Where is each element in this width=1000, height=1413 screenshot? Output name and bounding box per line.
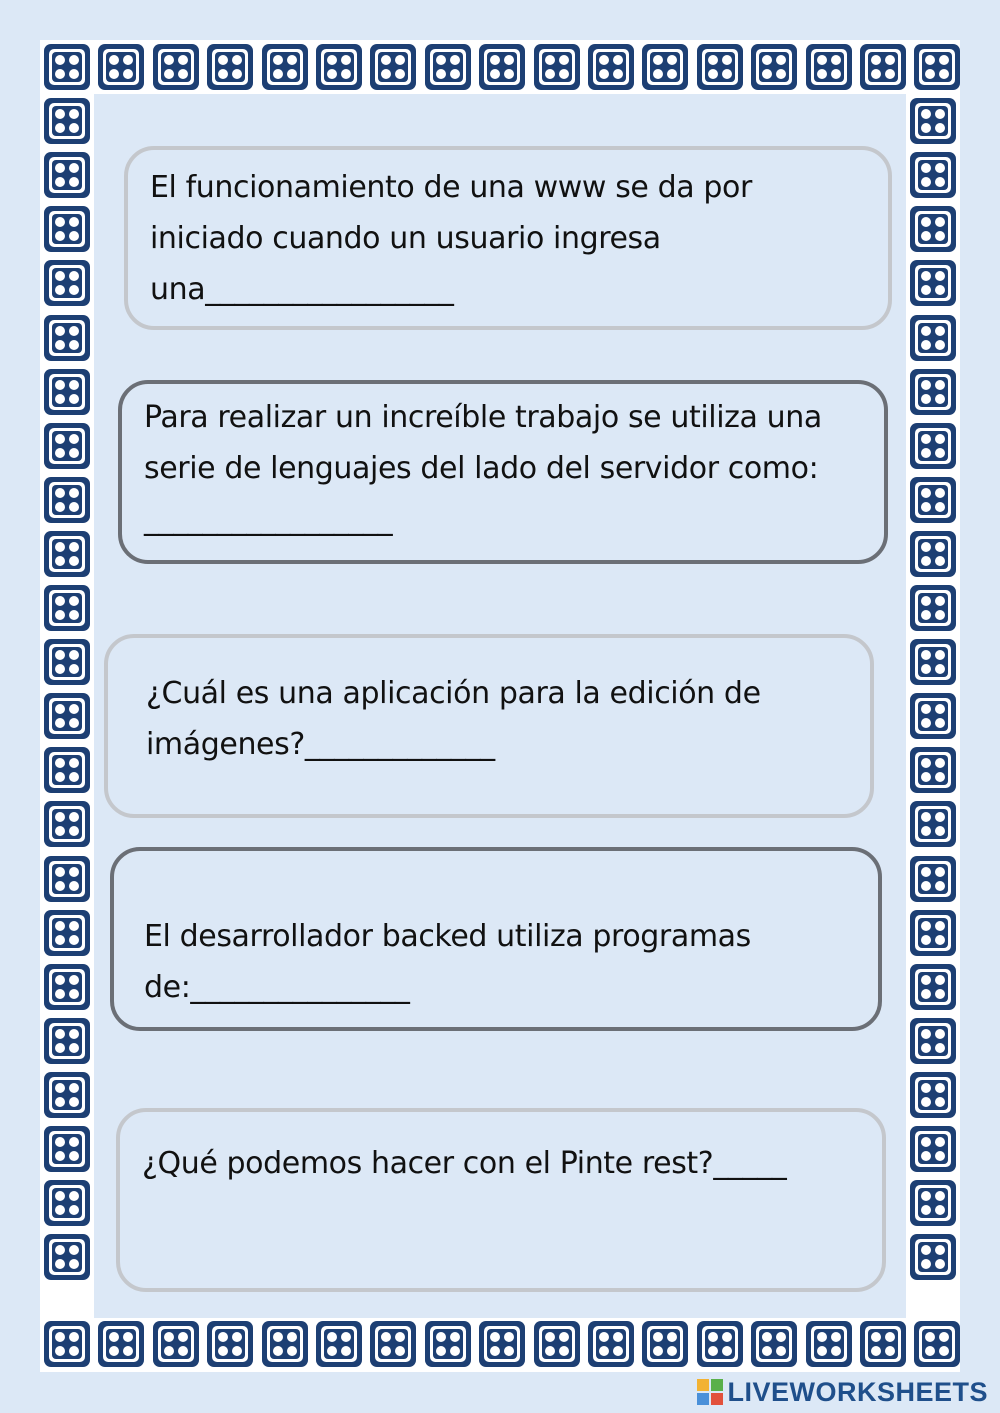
border-tile-icon: [43, 746, 91, 794]
border-tile-icon: [206, 43, 254, 91]
question-label: ¿Cuál es una aplicación para la edición de imágenes?: [146, 676, 761, 762]
border-tile-icon: [909, 205, 957, 253]
border-tile-icon: [909, 368, 957, 416]
border-tile-icon: [533, 1320, 581, 1368]
border-tile-icon: [641, 1320, 689, 1368]
border-tile-icon: [696, 43, 744, 91]
border-tile-icon: [43, 800, 91, 848]
border-tile-icon: [909, 1125, 957, 1173]
question-text: [144, 392, 862, 545]
border-tile-icon: [43, 422, 91, 470]
liveworksheets-logo[interactable]: [697, 1375, 988, 1409]
border-tile-icon: [43, 1179, 91, 1227]
border-tile-icon: [43, 205, 91, 253]
border-tile-icon: [43, 1125, 91, 1173]
border-tile-icon: [43, 97, 91, 145]
border-tile-icon: [859, 43, 907, 91]
border-tile-icon: [909, 1017, 957, 1065]
question-text: [142, 1138, 860, 1189]
border-tile-icon: [43, 1233, 91, 1281]
border-tile-icon: [43, 963, 91, 1011]
border-tile-icon: [909, 422, 957, 470]
border-tile-icon: [424, 43, 472, 91]
border-tile-icon: [43, 1320, 91, 1368]
question-label: ¿Qué podemos hacer con el Pinte rest?: [142, 1146, 714, 1181]
border-tile-icon: [369, 43, 417, 91]
border-tile-icon: [43, 530, 91, 578]
border-tile-icon: [909, 259, 957, 307]
border-tile-icon: [424, 1320, 472, 1368]
question-label: El desarrollador backed utiliza programas de:: [144, 919, 751, 1005]
border-tile-icon: [913, 1320, 961, 1368]
border-tile-icon: [909, 855, 957, 903]
question-box-2: [118, 380, 888, 564]
question-box-3: [104, 634, 874, 818]
border-tile-icon: [43, 314, 91, 362]
border-tile-icon: [805, 1320, 853, 1368]
border-tile-icon: [43, 909, 91, 957]
border-tile-icon: [909, 97, 957, 145]
border-tile-icon: [43, 476, 91, 524]
answer-blank[interactable]: _______________: [190, 970, 410, 1005]
border-tile-icon: [909, 1179, 957, 1227]
border-tile-icon: [43, 692, 91, 740]
question-text: [144, 911, 856, 1013]
answer-blank[interactable]: _________________: [144, 502, 393, 537]
border-tile-icon: [750, 43, 798, 91]
border-tile-icon: [43, 259, 91, 307]
border-tile-icon: [43, 1071, 91, 1119]
border-tile-icon: [909, 1071, 957, 1119]
border-tile-icon: [909, 584, 957, 632]
answer-blank[interactable]: _____: [713, 1146, 787, 1181]
question-text: [150, 162, 866, 315]
border-tile-icon: [909, 1233, 957, 1281]
border-tile-icon: [909, 800, 957, 848]
border-tile-icon: [909, 909, 957, 957]
liveworksheets-logo-icon: [697, 1379, 723, 1405]
border-tile-icon: [909, 476, 957, 524]
question-label: Para realizar un increíble trabajo se utiliza una serie de lenguajes del lado del servidor como:: [144, 400, 822, 486]
question-box-1: [124, 146, 892, 330]
border-tile-icon: [261, 43, 309, 91]
border-tile-icon: [43, 1017, 91, 1065]
border-tile-icon: [97, 1320, 145, 1368]
border-tile-icon: [859, 1320, 907, 1368]
border-tile-icon: [478, 1320, 526, 1368]
border-tile-icon: [315, 43, 363, 91]
border-tile-icon: [587, 1320, 635, 1368]
border-tile-icon: [43, 855, 91, 903]
answer-blank[interactable]: _________________: [205, 272, 454, 307]
border-tile-icon: [909, 151, 957, 199]
border-tile-icon: [533, 43, 581, 91]
border-tile-icon: [206, 1320, 254, 1368]
border-tile-icon: [43, 584, 91, 632]
border-tile-icon: [43, 43, 91, 91]
border-tile-icon: [909, 638, 957, 686]
border-tile-icon: [909, 314, 957, 362]
border-tile-icon: [909, 746, 957, 794]
border-tile-icon: [43, 151, 91, 199]
border-tile-icon: [750, 1320, 798, 1368]
border-tile-icon: [261, 1320, 309, 1368]
question-label: El funcionamiento de una www se da por iniciado cuando un usuario ingresa una: [150, 170, 752, 307]
question-box-5: [116, 1108, 886, 1292]
answer-blank[interactable]: _____________: [304, 727, 495, 762]
border-tile-icon: [152, 1320, 200, 1368]
border-tile-icon: [43, 638, 91, 686]
border-tile-icon: [478, 43, 526, 91]
liveworksheets-logo-text: LIVEWORKSHEETS: [727, 1376, 988, 1407]
border-tile-icon: [909, 530, 957, 578]
question-text: [146, 668, 848, 770]
border-tile-icon: [641, 43, 689, 91]
question-box-4: [110, 847, 882, 1031]
border-tile-icon: [913, 43, 961, 91]
border-tile-icon: [909, 963, 957, 1011]
border-tile-icon: [909, 692, 957, 740]
border-tile-icon: [152, 43, 200, 91]
border-tile-icon: [369, 1320, 417, 1368]
border-tile-icon: [696, 1320, 744, 1368]
border-tile-icon: [315, 1320, 363, 1368]
border-tile-icon: [587, 43, 635, 91]
border-tile-icon: [43, 368, 91, 416]
border-tile-icon: [97, 43, 145, 91]
border-tile-icon: [805, 43, 853, 91]
